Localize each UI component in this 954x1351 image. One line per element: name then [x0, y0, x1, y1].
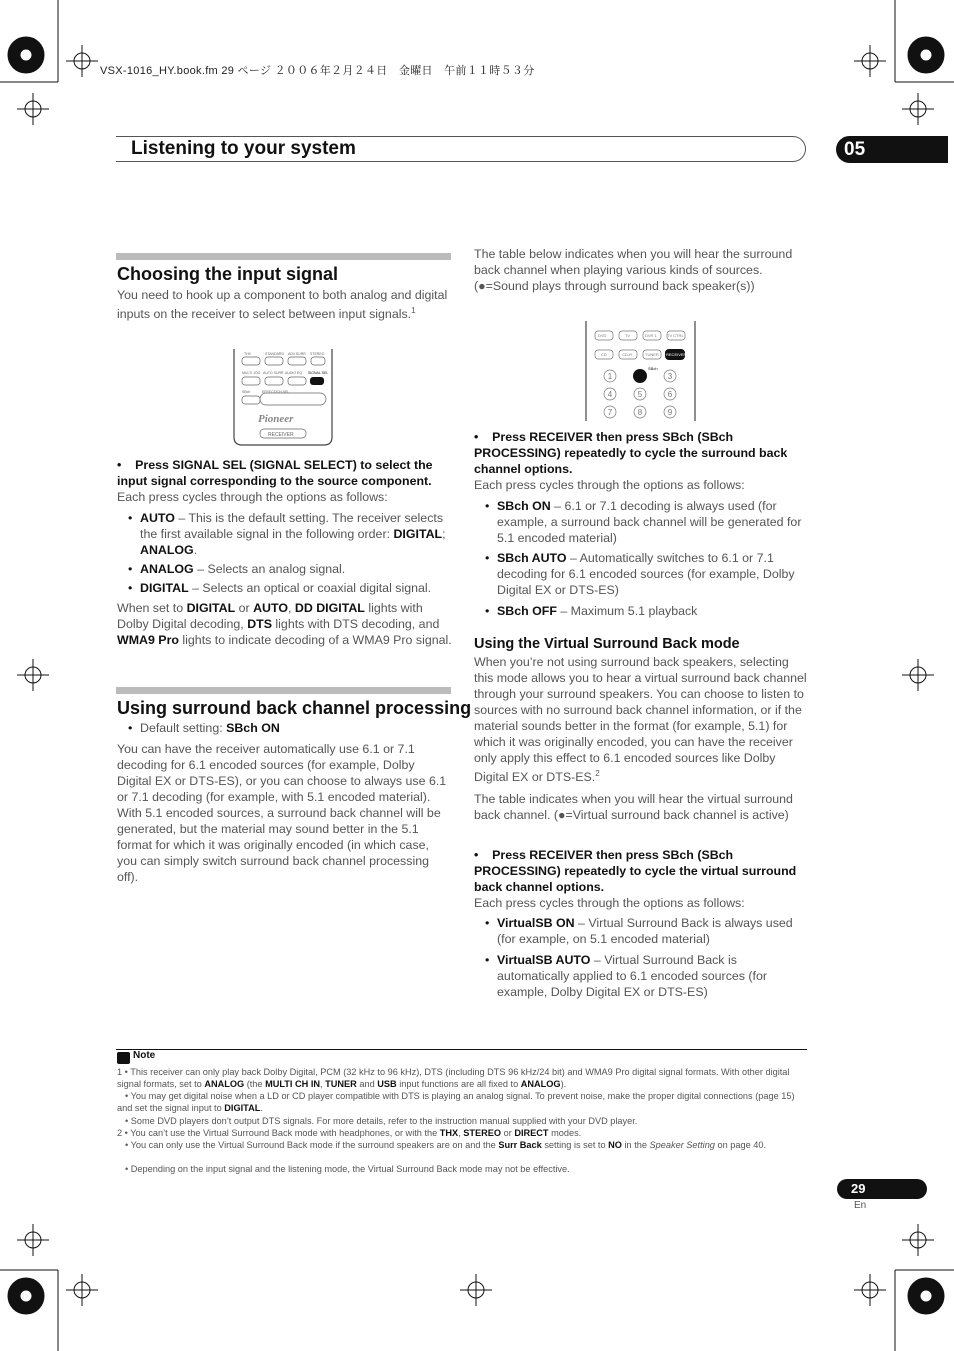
section-bar: [116, 687, 451, 694]
remote2-number: 6: [667, 390, 673, 399]
file-info: VSX-1016_HY.book.fm 29 ページ ２００６年２月２４日 金曜日 午前１１時５３分: [100, 65, 535, 77]
remote2-label: DVR 1: [645, 333, 657, 338]
note-2: • You may get digital noise when a LD or CD player compatible with DTS is playing an analog signal. To prevent noise, make the proper digital connections (page 15) and set the signal input to DIGITAL.: [117, 1091, 795, 1113]
remote1-label: SBch: [242, 390, 251, 394]
note-divider: [116, 1049, 807, 1050]
note-4: 2 • You can’t use the Virtual Surround Back mode with headphones, or with the THX, STEREO or DIRECT modes.: [117, 1128, 582, 1138]
remote2-number: 5: [637, 390, 643, 399]
option-virtualsb-auto: • VirtualSB AUTO – Virtual Surround Back is automatically applied to 6.1 encoded sources (for example, Dolby Digital EX or DTS-ES): [485, 953, 767, 999]
step-signal-sel-sub: Each press cycles through the options as follows:: [117, 490, 388, 504]
remote2-label: DVD: [598, 333, 607, 338]
remote2-number: 3: [667, 372, 673, 381]
remote1-label: STEREO: [310, 352, 325, 356]
remote1-label: SIGNAL SEL: [308, 371, 329, 375]
option-digital: • DIGITAL – Selects an optical or coaxial digital signal.: [128, 581, 432, 595]
step-sbch-sub: Each press cycles through the options as follows:: [474, 478, 745, 492]
page-language: En: [854, 1200, 867, 1211]
heading-choosing-input: Choosing the input signal: [117, 264, 338, 284]
pioneer-logo: Pioneer: [258, 413, 294, 425]
remote1-label: STANDARD: [265, 352, 284, 356]
note-title: Note: [133, 1050, 156, 1061]
step-signal-sel: • Press SIGNAL SEL (SIGNAL SELECT) to select the input signal corresponding to the source component.: [117, 458, 433, 488]
option-sbch-off: • SBch OFF – Maximum 5.1 playback: [485, 604, 698, 618]
note-icon: [117, 1052, 130, 1064]
heading-virtual-surround: Using the Virtual Surround Back mode: [474, 636, 740, 652]
remote2-number: 8: [637, 408, 643, 417]
step-virtual-sb: • Press RECEIVER then press SBch (SBch PROCESSING) repeatedly to cycle the virtual surround back channel options.: [474, 848, 797, 894]
remote1-label: AUDIO EQ: [285, 371, 303, 375]
intro-paragraph: You need to hook up a component to both analog and digital inputs on the receiver to select between input signals.$^1$: [117, 288, 448, 322]
remote2-number: 4: [607, 390, 613, 399]
para-surround-back: You can have the receiver automatically use 6.1 or 7.1 decoding for 6.1 encoded sources (for example, Dolby Digital EX or DTS-ES), or you can choose to always use 6.1 or 7.1 decoding (for example, with 5.1 encoded material). With 5.1 encoded sources, a surround back channel will be generated, but the material may sound better in the 5.1 format for which it was originally encoded (in which case, you can simply switch surround back channel processing off).: [117, 742, 447, 884]
remote1-label: ADV.SURR: [288, 352, 306, 356]
option-virtualsb-on: • VirtualSB ON – Virtual Surround Back is always used (for example, on 5.1 encoded material): [485, 916, 793, 946]
remote2-label: TUNER: [645, 352, 659, 357]
step-virtual-sb-sub: Each press cycles through the options as follows:: [474, 896, 745, 910]
remote2-number: 9: [667, 408, 673, 417]
section-bar: [116, 253, 451, 260]
para-virtual-table: The table indicates when you will hear the virtual surround back channel. (●=Virtual surround back channel is active): [474, 792, 793, 822]
chapter-number: 05: [836, 136, 948, 163]
heading-surround-back: Using surround back channel processing: [117, 698, 472, 718]
remote2-label: CD: [601, 352, 607, 357]
remote2-label: TV: [625, 333, 631, 338]
sbch-button: [633, 369, 647, 383]
para-table-intro: The table below indicates when you will hear the surround back channel when playing various kinds of sources. (●=Sound plays through surround back speaker(s)): [474, 247, 793, 293]
note-3: • Some DVD players don’t output DTS signals. For more details, refer to the instruction manual supplied with your DVD player.: [125, 1116, 638, 1126]
remote1-label: MULTI JOG: [242, 371, 261, 375]
step-sbch: • Press RECEIVER then press SBch (SBch PROCESSING) repeatedly to cycle the surround back channel options.: [474, 430, 788, 476]
note-5: • You can only use the Virtual Surround Back mode if the surround speakers are on and the Surr Back setting is set to NO in the Speaker Setting on page 40.: [125, 1140, 767, 1150]
para-when-set: When set to DIGITAL or AUTO, DD DIGITAL lights with Dolby Digital decoding, DTS lights with DTS decoding, and WMA9 Pro lights to indicate decoding of a WMA9 Pro signal.: [117, 601, 452, 647]
section-title: Listening to your system: [131, 138, 356, 159]
remote-illustration-signal-sel: [232, 349, 334, 447]
para-virtual-surround: When you’re not using surround back speakers, selecting this mode allows you to hear a virtual surround back channel through your surround speakers. You can choose to listen to sources with no surround back channel information, or if the material sounds better in the format (for example, 5.1) for which it was originally encoded, you can have the receiver only apply this effect to 6.1 encoded sources like Dolby Digital EX or DTS-ES.$^2$: [474, 655, 807, 785]
option-analog: • ANALOG – Selects an analog signal.: [128, 562, 346, 576]
remote2-label: TV CTRL: [667, 333, 684, 338]
remote1-label: EFFECT/CH SEL: [262, 390, 290, 394]
note-6: • Depending on the input signal and the listening mode, the Virtual Surround Back mode may not be effective.: [125, 1164, 570, 1174]
remote2-label: SBch: [648, 366, 658, 371]
option-sbch-auto: • SBch AUTO – Automatically switches to 6.1 or 7.1 decoding for 6.1 encoded sources (for example, Dolby Digital EX or DTS-ES): [485, 551, 795, 597]
remote2-label: CD-R: [622, 352, 632, 357]
remote1-label: AUTO SURR: [263, 371, 284, 375]
remote1-model: RECEIVER: [268, 432, 294, 438]
page-number: 29: [837, 1179, 927, 1199]
remote-illustration-sbch: [585, 321, 697, 421]
remote2-number: 7: [607, 408, 613, 417]
note-1: 1 • This receiver can only play back Dolby Digital, PCM (32 kHz to 96 kHz), DTS (including DTS 96 kHz/24 bit) and WMA9 Pro digital signal formats. With other digital signal formats, set to ANALOG (the MULTI CH IN, TUNER and USB input functions are all fixed to ANALOG).: [117, 1067, 790, 1089]
option-auto: • AUTO – This is the default setting. The receiver selects the first available signal in the following order: DIGITAL; ANALOG.: [128, 511, 446, 557]
remote1-label: THX: [244, 352, 251, 356]
remote2-label: RECEIVER: [666, 352, 687, 357]
remote2-number: 1: [607, 372, 613, 381]
option-sbch-on: • SBch ON – 6.1 or 7.1 decoding is always used (for example, a surround back channel will be generated for 5.1 encoded material): [485, 499, 802, 545]
signal-sel-button: [310, 377, 324, 385]
default-setting: • Default setting: SBch ON: [128, 721, 280, 735]
